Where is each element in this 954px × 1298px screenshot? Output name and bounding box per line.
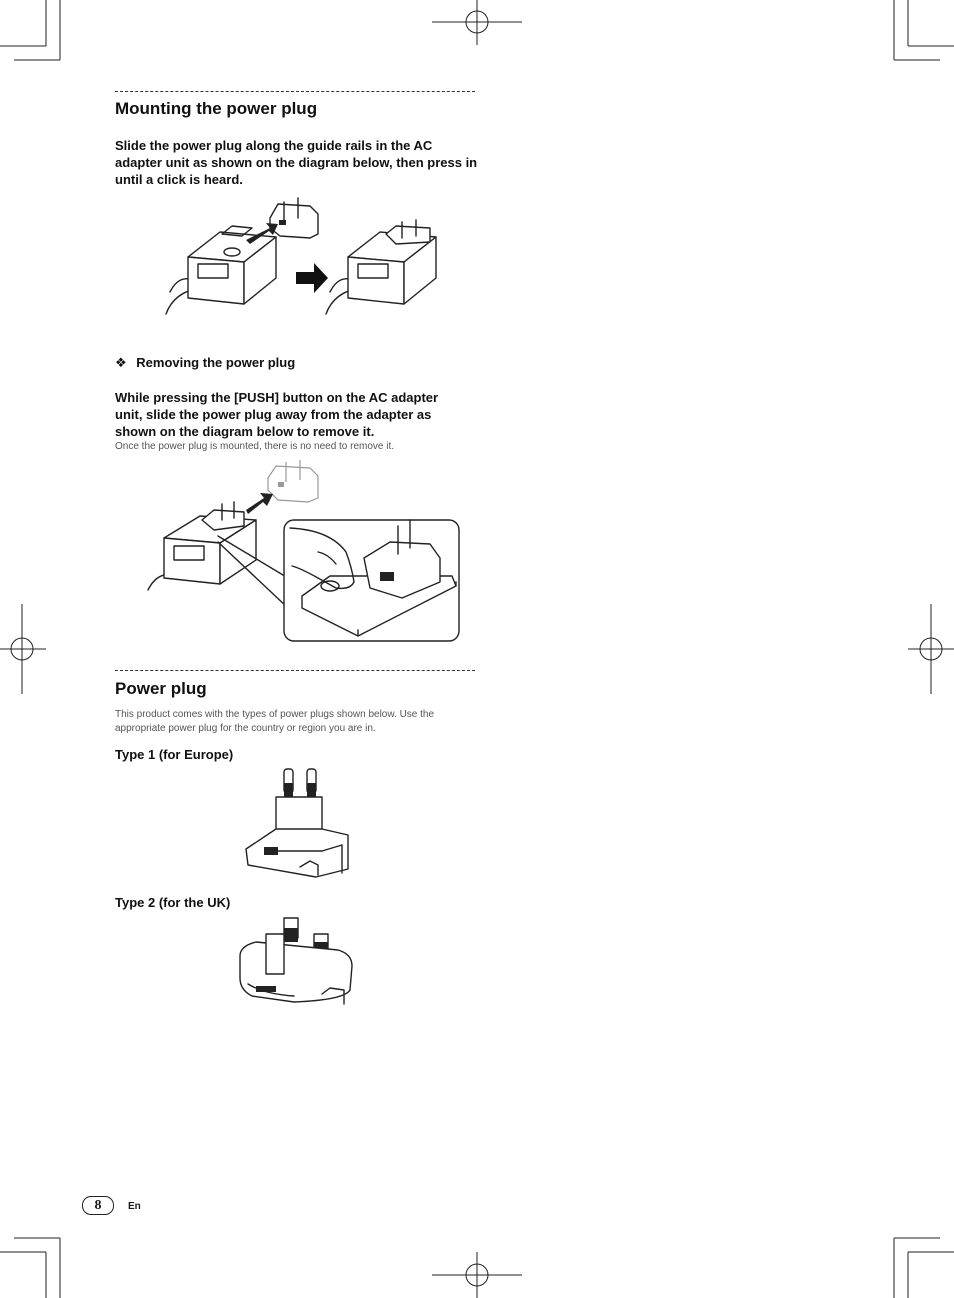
type1-label: Type 1 (for Europe) [115,747,234,762]
ac-adapter-illustration-right [326,220,436,314]
power-plug-illustration-top [270,198,318,238]
language-code: En [128,1201,141,1212]
europe-plug-illustration [240,765,355,880]
type2-label: Type 2 (for the UK) [115,895,231,910]
push-button-zoom-illustration [284,520,459,641]
ac-adapter-illustration-left [166,226,276,314]
ac-adapter-illustration [148,502,256,590]
mounting-diagram [160,192,450,320]
power-plug-description: This product comes with the types of power plugs shown below. Use the appropriate power plug for the country or region you are in. [115,709,435,734]
registration-mark-bottom [432,1252,522,1298]
removing-note: Once the power plug is mounted, there is no need to remove it. [115,441,395,452]
removing-diagram [140,458,462,646]
removing-title: Removing the power plug [136,355,296,370]
slide-away-arrow-icon [246,493,273,514]
removing-heading [115,355,295,371]
right-arrow-icon [296,263,328,293]
registration-mark-right [908,604,954,694]
section-title-power-plug: Power plug [115,679,207,698]
section-divider [115,670,475,671]
mounting-instruction: Slide the power plug along the guide rails in the AC adapter unit as shown on the diagram below, then press in until a click is heard. [115,138,478,187]
section-divider [115,91,475,92]
registration-mark-left [0,604,46,694]
section-title-mounting: Mounting the power plug [115,99,318,118]
power-plug-ghost-illustration [268,460,318,502]
registration-mark-top [432,0,522,45]
diamond-bullet-icon: ❖ [115,355,127,370]
page-number: 8 [82,1196,114,1215]
removing-instruction: While pressing the [PUSH] button on the AC adapter unit, slide the power plug away from the adapter as shown on the diagram below to remove it. [115,390,439,439]
uk-plug-illustration [234,912,356,1010]
